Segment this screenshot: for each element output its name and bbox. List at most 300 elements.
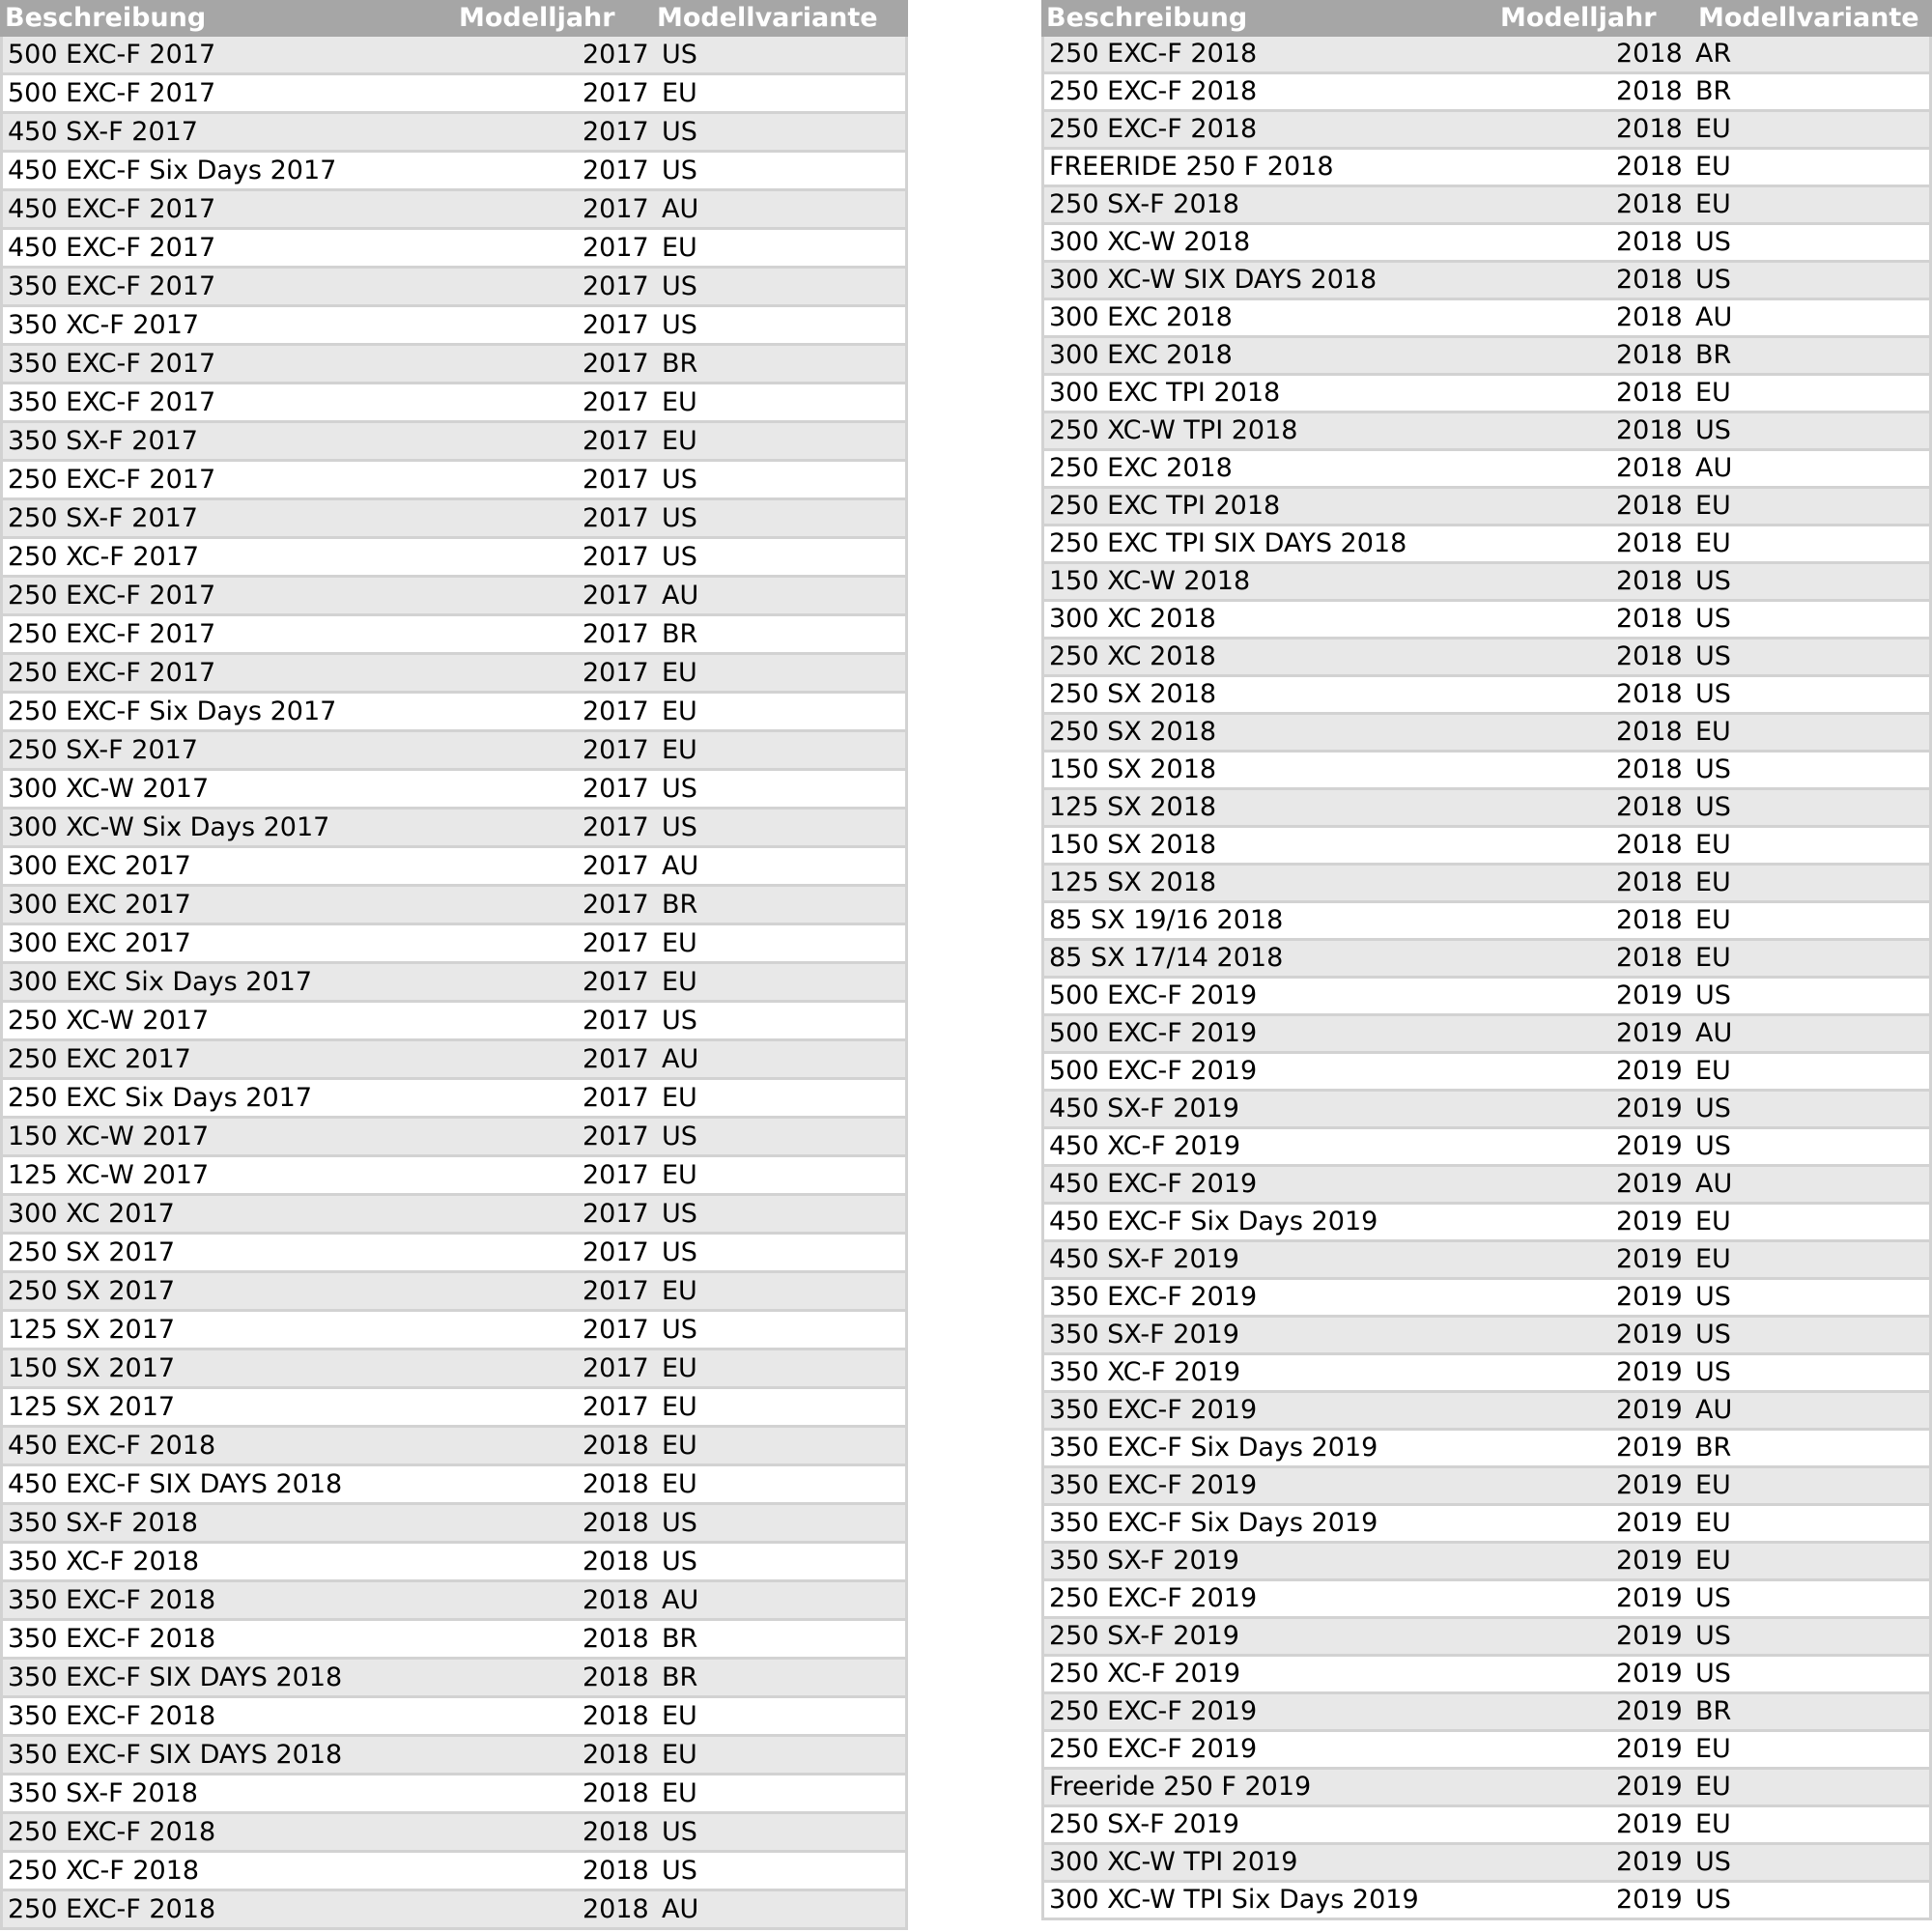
cell-modelljahr: 2017 (582, 1353, 649, 1383)
table-row (1041, 1807, 1932, 1845)
table-row (0, 1273, 908, 1312)
cell-beschreibung: 450 EXC-F Six Days 2019 (1049, 1207, 1378, 1236)
cell-beschreibung: 300 XC-W TPI 2019 (1049, 1847, 1298, 1877)
cell-beschreibung: 300 EXC 2017 (8, 890, 191, 920)
cell-beschreibung: 250 XC-W 2017 (8, 1006, 210, 1036)
header-beschreibung: Beschreibung (1046, 3, 1248, 33)
cell-modelljahr: 2018 (1616, 265, 1683, 295)
cell-beschreibung: 350 SX-F 2018 (8, 1508, 198, 1538)
cell-beschreibung: 350 EXC-F 2017 (8, 387, 216, 417)
cell-beschreibung: 250 EXC-F 2017 (8, 658, 216, 688)
cell-modelljahr: 2017 (582, 658, 649, 688)
cell-modellvariante: AU (662, 851, 699, 881)
cell-beschreibung: 150 XC-W 2017 (8, 1122, 210, 1151)
cell-modelljahr: 2017 (582, 1276, 649, 1306)
cell-modelljahr: 2018 (582, 1508, 649, 1538)
cell-modelljahr: 2017 (582, 426, 649, 456)
cell-beschreibung: 500 EXC-F 2019 (1049, 980, 1258, 1010)
cell-modelljahr: 2017 (582, 851, 649, 881)
cell-modelljahr: 2017 (582, 40, 649, 70)
table-row (1041, 376, 1932, 413)
cell-modelljahr: 2018 (582, 1624, 649, 1654)
cell-modellvariante: EU (1695, 905, 1731, 935)
cell-beschreibung: 250 EXC TPI 2018 (1049, 491, 1281, 521)
cell-beschreibung: 250 SX-F 2018 (1049, 189, 1239, 219)
cell-modellvariante: EU (1695, 491, 1731, 521)
cell-beschreibung: 500 EXC-F 2017 (8, 40, 216, 70)
cell-modellvariante: EU (662, 1276, 697, 1306)
cell-beschreibung: 350 SX-F 2018 (8, 1778, 198, 1808)
cell-modellvariante: US (1695, 1357, 1731, 1387)
table-row (0, 887, 908, 925)
table-row (0, 500, 908, 539)
cell-modelljahr: 2018 (1616, 641, 1683, 671)
cell-modellvariante: US (662, 271, 697, 301)
cell-modellvariante: EU (662, 233, 697, 263)
cell-beschreibung: 350 XC-F 2017 (8, 310, 200, 340)
table-row (1041, 37, 1932, 74)
cell-modelljahr: 2019 (1616, 1885, 1683, 1915)
table-row (1041, 1770, 1932, 1807)
table-row (0, 114, 908, 153)
cell-modelljahr: 2017 (582, 271, 649, 301)
cell-beschreibung: 350 EXC-F SIX DAYS 2018 (8, 1662, 343, 1692)
header-modelljahr: Modelljahr (1500, 3, 1657, 33)
cell-modellvariante: EU (1695, 528, 1731, 558)
cell-modellvariante: EU (662, 967, 697, 997)
table-row (1041, 941, 1932, 979)
table-row (1041, 1054, 1932, 1092)
cell-beschreibung: 250 XC-F 2017 (8, 542, 200, 572)
cell-beschreibung: 300 EXC 2017 (8, 851, 191, 881)
cell-modelljahr: 2018 (582, 1817, 649, 1847)
cell-modellvariante: EU (662, 1392, 697, 1422)
cell-beschreibung: 250 EXC-F 2018 (1049, 39, 1258, 69)
cell-beschreibung: 300 XC-W 2018 (1049, 227, 1251, 257)
cell-beschreibung: 250 SX 2017 (8, 1276, 176, 1306)
table-row (0, 269, 908, 307)
table-row (0, 346, 908, 384)
table-row (1041, 1468, 1932, 1506)
cell-beschreibung: 350 EXC-F 2019 (1049, 1395, 1258, 1425)
table-row (0, 153, 908, 191)
cell-modellvariante: EU (662, 1778, 697, 1808)
table-row (0, 1737, 908, 1776)
right-table (1041, 0, 1932, 1920)
cell-modellvariante: EU (662, 696, 697, 726)
cell-beschreibung: 450 EXC-F 2019 (1049, 1169, 1258, 1199)
table-row (1041, 300, 1932, 338)
cell-beschreibung: 250 EXC-F Six Days 2017 (8, 696, 337, 726)
cell-modellvariante: EU (662, 1469, 697, 1499)
table-row (0, 1698, 908, 1737)
cell-modellvariante: US (662, 1315, 697, 1345)
cell-modelljahr: 2017 (582, 581, 649, 611)
table-row (0, 423, 908, 462)
table-row (0, 1157, 908, 1196)
cell-modelljahr: 2019 (1616, 1508, 1683, 1538)
cell-beschreibung: 350 SX-F 2019 (1049, 1546, 1239, 1576)
cell-modellvariante: US (662, 1237, 697, 1267)
table-row (1041, 1883, 1932, 1920)
cell-modellvariante: BR (1695, 1433, 1732, 1463)
cell-modellvariante: EU (662, 1160, 697, 1190)
cell-modelljahr: 2019 (1616, 1018, 1683, 1048)
cell-modelljahr: 2017 (582, 1160, 649, 1190)
cell-modellvariante: EU (1695, 114, 1731, 144)
table-row (0, 462, 908, 500)
cell-modellvariante: EU (1695, 1207, 1731, 1236)
cell-modelljahr: 2017 (582, 78, 649, 108)
table-row (0, 1041, 908, 1080)
cell-modellvariante: US (662, 40, 697, 70)
table-row (1041, 1544, 1932, 1581)
table-row (1041, 1129, 1932, 1167)
cell-beschreibung: 350 EXC-F 2019 (1049, 1282, 1258, 1312)
table-row (1041, 1318, 1932, 1355)
table-row (1041, 451, 1932, 489)
cell-modellvariante: US (1695, 754, 1731, 784)
cell-modelljahr: 2017 (582, 465, 649, 495)
cell-modelljahr: 2017 (582, 1122, 649, 1151)
cell-modelljahr: 2019 (1616, 1621, 1683, 1651)
cell-modellvariante: EU (662, 1083, 697, 1113)
cell-modelljahr: 2018 (1616, 76, 1683, 106)
table-row (1041, 489, 1932, 526)
table-row (1041, 526, 1932, 564)
cell-modelljahr: 2018 (582, 1547, 649, 1577)
table-row (0, 655, 908, 694)
cell-modelljahr: 2018 (1616, 491, 1683, 521)
cell-modelljahr: 2018 (1616, 152, 1683, 182)
cell-beschreibung: 450 EXC-F SIX DAYS 2018 (8, 1469, 343, 1499)
cell-modelljahr: 2018 (582, 1431, 649, 1461)
table-row (0, 1891, 908, 1930)
table-row (0, 848, 908, 887)
cell-beschreibung: 300 EXC 2017 (8, 928, 191, 958)
cell-modellvariante: EU (1695, 1056, 1731, 1086)
table-row (0, 694, 908, 732)
cell-modelljahr: 2018 (1616, 943, 1683, 973)
cell-modellvariante: EU (1695, 867, 1731, 897)
cell-beschreibung: 300 XC 2018 (1049, 604, 1216, 634)
cell-modellvariante: BR (662, 890, 698, 920)
cell-modelljahr: 2017 (582, 928, 649, 958)
cell-beschreibung: 250 SX-F 2017 (8, 735, 198, 765)
cell-beschreibung: 450 SX-F 2019 (1049, 1244, 1239, 1274)
cell-beschreibung: 250 EXC-F 2017 (8, 581, 216, 611)
cell-modellvariante: US (1695, 604, 1731, 634)
cell-modelljahr: 2019 (1616, 1809, 1683, 1839)
cell-modelljahr: 2018 (1616, 830, 1683, 860)
cell-modellvariante: US (1695, 1583, 1731, 1613)
cell-beschreibung: 450 EXC-F 2017 (8, 233, 216, 263)
cell-modelljahr: 2019 (1616, 1734, 1683, 1764)
cell-modelljahr: 2019 (1616, 1131, 1683, 1161)
cell-beschreibung: 250 SX 2018 (1049, 679, 1217, 709)
cell-beschreibung: 250 XC-F 2019 (1049, 1659, 1241, 1689)
table-row (1041, 602, 1932, 639)
cell-modelljahr: 2018 (1616, 679, 1683, 709)
cell-modellvariante: US (1695, 1659, 1731, 1689)
cell-modellvariante: US (1695, 415, 1731, 445)
cell-modelljahr: 2018 (582, 1701, 649, 1731)
cell-modellvariante: AU (662, 1585, 699, 1615)
cell-modellvariante: BR (662, 1662, 698, 1692)
table-row (0, 307, 908, 346)
cell-modelljahr: 2019 (1616, 1395, 1683, 1425)
cell-beschreibung: 450 SX-F 2019 (1049, 1094, 1239, 1123)
cell-modellvariante: EU (1695, 1546, 1731, 1576)
table-row (1041, 1431, 1932, 1468)
cell-modellvariante: US (1695, 1282, 1731, 1312)
cell-beschreibung: 250 EXC 2018 (1049, 453, 1233, 483)
cell-modellvariante: EU (1695, 189, 1731, 219)
cell-beschreibung: 150 XC-W 2018 (1049, 566, 1251, 596)
table-row (0, 1235, 908, 1273)
cell-modelljahr: 2019 (1616, 1470, 1683, 1500)
cell-modellvariante: US (662, 117, 697, 147)
table-row (0, 925, 908, 964)
cell-modelljahr: 2019 (1616, 1583, 1683, 1613)
cell-modelljahr: 2018 (1616, 604, 1683, 634)
cell-beschreibung: 250 SX-F 2019 (1049, 1809, 1239, 1839)
cell-modelljahr: 2017 (582, 1083, 649, 1113)
cell-modellvariante: BR (662, 349, 698, 379)
cell-modellvariante: US (1695, 792, 1731, 822)
cell-beschreibung: 250 XC-F 2018 (8, 1856, 200, 1886)
cell-modellvariante: US (662, 774, 697, 804)
cell-modellvariante: US (662, 1817, 697, 1847)
cell-modelljahr: 2017 (582, 774, 649, 804)
cell-modelljahr: 2018 (1616, 566, 1683, 596)
cell-beschreibung: 450 SX-F 2017 (8, 117, 198, 147)
table-row (1041, 828, 1932, 866)
cell-modelljahr: 2018 (1616, 302, 1683, 332)
cell-beschreibung: 350 EXC-F 2018 (8, 1701, 216, 1731)
table-row (1041, 1242, 1932, 1280)
cell-modelljahr: 2018 (582, 1740, 649, 1770)
cell-modelljahr: 2019 (1616, 1320, 1683, 1350)
cell-beschreibung: 250 EXC-F 2017 (8, 465, 216, 495)
cell-beschreibung: 450 EXC-F 2017 (8, 194, 216, 224)
cell-modelljahr: 2017 (582, 1006, 649, 1036)
cell-modellvariante: BR (1695, 1696, 1732, 1726)
cell-modellvariante: US (1695, 679, 1731, 709)
cell-beschreibung: 350 EXC-F SIX DAYS 2018 (8, 1740, 343, 1770)
cell-modelljahr: 2018 (1616, 754, 1683, 784)
cell-modellvariante: AU (1695, 1018, 1733, 1048)
cell-beschreibung: 350 EXC-F 2019 (1049, 1470, 1258, 1500)
cell-modelljahr: 2017 (582, 310, 649, 340)
cell-modelljahr: 2018 (1616, 453, 1683, 483)
cell-beschreibung: 350 EXC-F Six Days 2019 (1049, 1508, 1378, 1538)
cell-beschreibung: 500 EXC-F 2019 (1049, 1018, 1258, 1048)
cell-modellvariante: EU (1695, 943, 1731, 973)
cell-beschreibung: 350 EXC-F 2017 (8, 349, 216, 379)
cell-modelljahr: 2017 (582, 117, 649, 147)
table-row (0, 1660, 908, 1698)
cell-modellvariante: BR (1695, 340, 1732, 370)
table-row (1041, 1016, 1932, 1054)
table-row (1041, 979, 1932, 1016)
table-row (1041, 1280, 1932, 1318)
cell-beschreibung: 350 EXC-F 2017 (8, 271, 216, 301)
table-row (1041, 1205, 1932, 1242)
table-row (0, 191, 908, 230)
table-row (0, 964, 908, 1003)
cell-beschreibung: 250 EXC-F 2019 (1049, 1583, 1258, 1613)
cell-modellvariante: EU (662, 735, 697, 765)
cell-modelljahr: 2019 (1616, 1433, 1683, 1463)
cell-beschreibung: 300 EXC TPI 2018 (1049, 378, 1281, 408)
table-row (1041, 1581, 1932, 1619)
cell-modellvariante: US (1695, 1094, 1731, 1123)
table-row (0, 1853, 908, 1891)
cell-modellvariante: US (662, 1547, 697, 1577)
cell-beschreibung: 125 SX 2018 (1049, 867, 1217, 897)
cell-modellvariante: BR (1695, 76, 1732, 106)
cell-modelljahr: 2019 (1616, 1696, 1683, 1726)
cell-beschreibung: 250 EXC-F 2017 (8, 619, 216, 649)
table-row (1041, 866, 1932, 903)
cell-modellvariante: AU (662, 581, 699, 611)
cell-modelljahr: 2018 (582, 1778, 649, 1808)
cell-beschreibung: 125 XC-W 2017 (8, 1160, 210, 1190)
cell-modellvariante: US (662, 1856, 697, 1886)
cell-modellvariante: EU (1695, 1809, 1731, 1839)
cell-beschreibung: 300 XC-W 2017 (8, 774, 210, 804)
table-row (0, 1389, 908, 1428)
left-table (0, 0, 908, 1930)
table-row (0, 1814, 908, 1853)
cell-modelljahr: 2017 (582, 156, 649, 185)
cell-beschreibung: 85 SX 19/16 2018 (1049, 905, 1284, 935)
cell-modelljahr: 2018 (1616, 114, 1683, 144)
table-row (1041, 677, 1932, 715)
cell-modellvariante: EU (662, 78, 697, 108)
cell-modellvariante: EU (662, 426, 697, 456)
table-row (0, 1312, 908, 1350)
cell-beschreibung: 250 SX 2018 (1049, 717, 1217, 747)
cell-modelljahr: 2018 (1616, 378, 1683, 408)
cell-modelljahr: 2018 (1616, 415, 1683, 445)
cell-modelljahr: 2019 (1616, 1094, 1683, 1123)
cell-modelljahr: 2018 (582, 1856, 649, 1886)
right-rows (1041, 37, 1932, 1920)
cell-modellvariante: AU (1695, 1169, 1733, 1199)
table-row (1041, 790, 1932, 828)
cell-beschreibung: 300 XC-W TPI Six Days 2019 (1049, 1885, 1419, 1915)
cell-modelljahr: 2017 (582, 619, 649, 649)
cell-modelljahr: 2017 (582, 812, 649, 842)
cell-modelljahr: 2017 (582, 349, 649, 379)
cell-modelljahr: 2018 (1616, 905, 1683, 935)
table-row (0, 1582, 908, 1621)
cell-modellvariante: EU (1695, 152, 1731, 182)
table-row (1041, 1355, 1932, 1393)
cell-beschreibung: 150 SX 2018 (1049, 830, 1217, 860)
table-row (1041, 1619, 1932, 1657)
cell-modelljahr: 2017 (582, 1199, 649, 1229)
table-row (0, 75, 908, 114)
cell-modellvariante: EU (1695, 1244, 1731, 1274)
table-row (0, 1505, 908, 1544)
cell-beschreibung: 450 EXC-F 2018 (8, 1431, 216, 1461)
cell-modellvariante: AU (1695, 302, 1733, 332)
cell-modellvariante: US (1695, 1320, 1731, 1350)
table-row (1041, 1092, 1932, 1129)
cell-modellvariante: US (662, 156, 697, 185)
cell-modelljahr: 2017 (582, 967, 649, 997)
table-row (1041, 112, 1932, 150)
cell-beschreibung: 150 SX 2018 (1049, 754, 1217, 784)
cell-modelljahr: 2017 (582, 387, 649, 417)
cell-beschreibung: 150 SX 2017 (8, 1353, 176, 1383)
cell-modellvariante: BR (662, 619, 698, 649)
cell-modelljahr: 2017 (582, 1392, 649, 1422)
table-row (1041, 564, 1932, 602)
cell-modelljahr: 2017 (582, 696, 649, 726)
table-row (0, 1428, 908, 1466)
cell-beschreibung: 350 XC-F 2018 (8, 1547, 200, 1577)
cell-beschreibung: Freeride 250 F 2019 (1049, 1772, 1312, 1802)
cell-modelljahr: 2018 (582, 1585, 649, 1615)
cell-modellvariante: AU (662, 194, 699, 224)
table-row (1041, 150, 1932, 187)
cell-beschreibung: 250 EXC-F 2019 (1049, 1696, 1258, 1726)
cell-modellvariante: AU (662, 1894, 699, 1924)
cell-modelljahr: 2018 (582, 1662, 649, 1692)
cell-modelljahr: 2017 (582, 194, 649, 224)
cell-beschreibung: 250 EXC-F 2018 (8, 1894, 216, 1924)
cell-beschreibung: 250 EXC-F 2018 (1049, 76, 1258, 106)
cell-modellvariante: BR (662, 1624, 698, 1654)
cell-modelljahr: 2019 (1616, 1659, 1683, 1689)
table-row (0, 1466, 908, 1505)
cell-beschreibung: 350 SX-F 2019 (1049, 1320, 1239, 1350)
cell-modellvariante: EU (662, 387, 697, 417)
cell-beschreibung: 125 SX 2018 (1049, 792, 1217, 822)
cell-modellvariante: US (662, 812, 697, 842)
cell-modellvariante: US (1695, 1885, 1731, 1915)
cell-beschreibung: 250 EXC Six Days 2017 (8, 1083, 313, 1113)
table-row (1041, 225, 1932, 263)
table-row (1041, 715, 1932, 753)
cell-beschreibung: 85 SX 17/14 2018 (1049, 943, 1284, 973)
cell-beschreibung: 450 XC-F 2019 (1049, 1131, 1241, 1161)
cell-modelljahr: 2017 (582, 890, 649, 920)
table-row (0, 1003, 908, 1041)
table-row (1041, 1845, 1932, 1883)
table-row (0, 1544, 908, 1582)
table-row (1041, 1167, 1932, 1205)
cell-modelljahr: 2018 (1616, 792, 1683, 822)
cell-modelljahr: 2017 (582, 1315, 649, 1345)
cell-modelljahr: 2018 (1616, 227, 1683, 257)
table-header (1041, 0, 1932, 37)
table-header (0, 0, 908, 37)
cell-modellvariante: AU (1695, 453, 1733, 483)
table-row (0, 1080, 908, 1119)
table-row (0, 1350, 908, 1389)
cell-modelljahr: 2017 (582, 233, 649, 263)
table-row (0, 1621, 908, 1660)
cell-beschreibung: 300 EXC 2018 (1049, 340, 1233, 370)
left-rows (0, 37, 908, 1930)
cell-modelljahr: 2018 (1616, 717, 1683, 747)
table-row (0, 37, 908, 75)
